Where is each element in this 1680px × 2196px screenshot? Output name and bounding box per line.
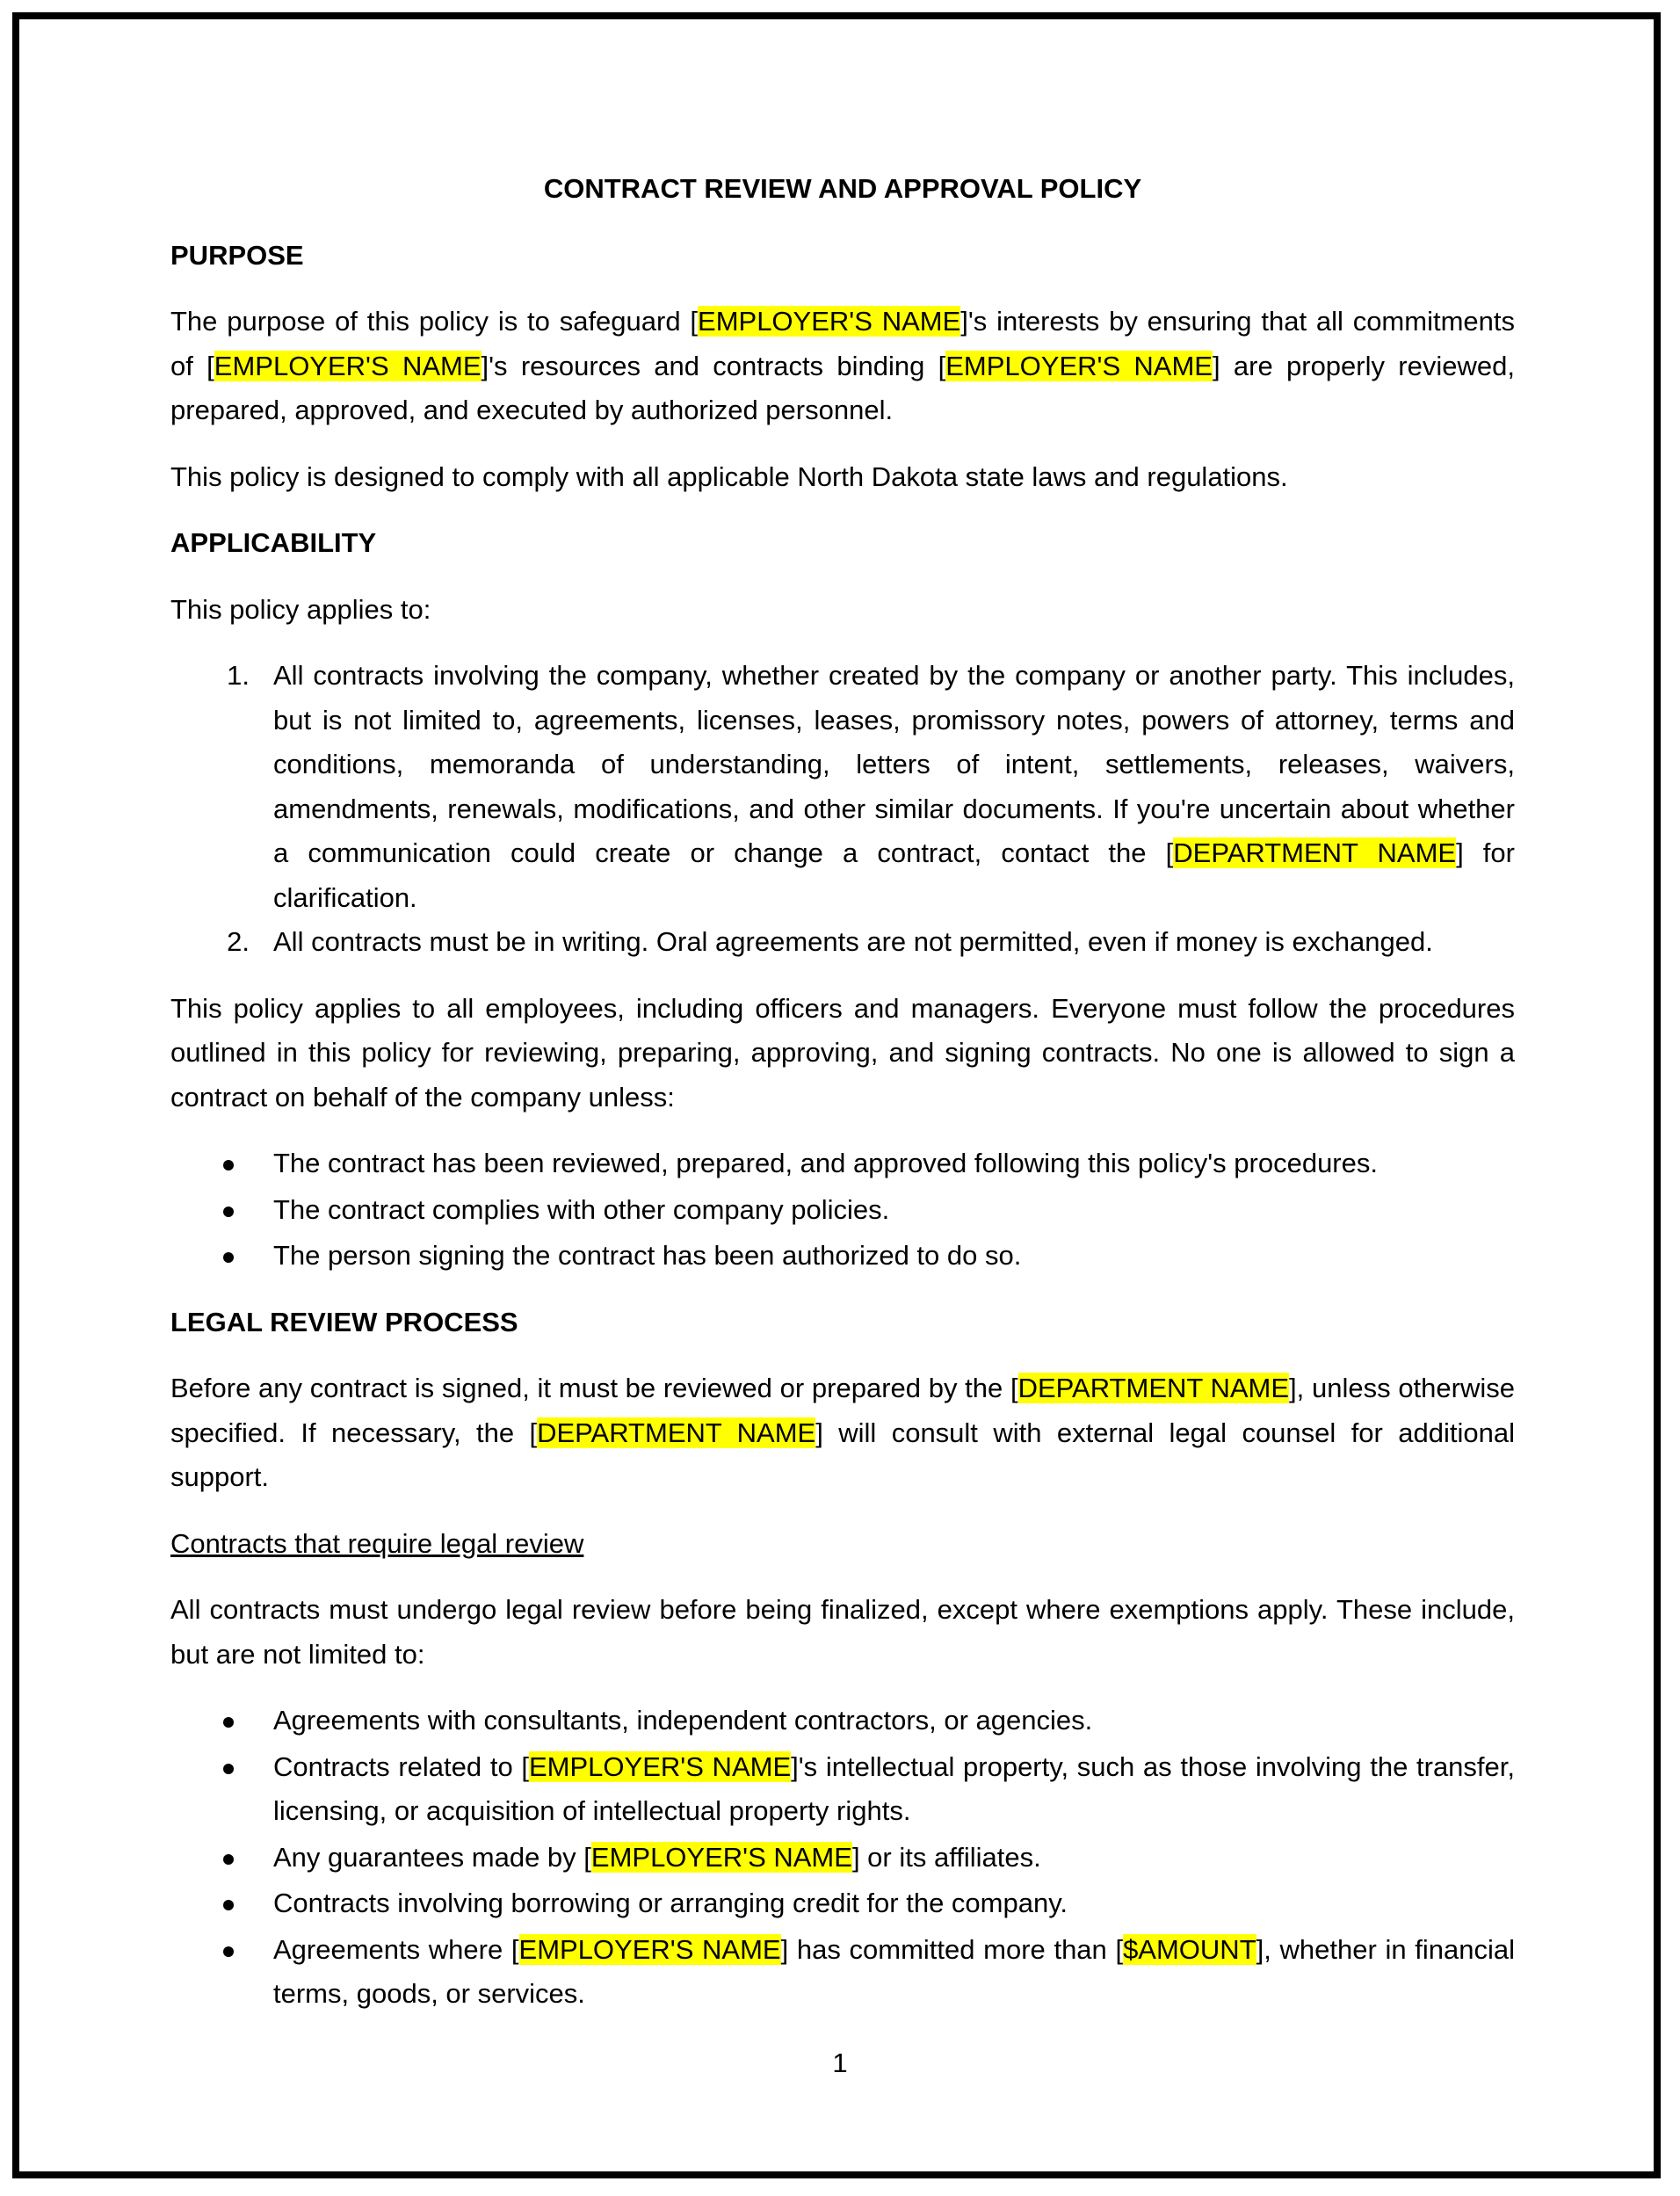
text-run: The contract complies with other company policies. [273,1193,890,1225]
placeholder-amount: $AMOUNT [1123,1933,1256,1965]
employees-paragraph: This policy applies to all employees, including officers and managers. Everyone must follow the procedures outlined in this policy for reviewing, preparing, approving, and signing contracts. No one is allowed to sign a contract on behalf of the company unless: [170,992,1515,1112]
list-item [170,1699,1515,1743]
text-run: The purpose of this policy is to safeguard [ [170,306,699,337]
list-item [170,1188,1515,1233]
placeholder-employer-name: EMPLOYER'S NAME [529,1750,792,1782]
bullet-icon [223,1854,234,1865]
text-run: Agreements where [ [273,1933,519,1965]
list-item [170,1141,1515,1186]
bullet-icon [223,1252,234,1263]
list-item [170,1836,1515,1881]
text-run: Agreements with consultants, independent contractors, or agencies. [273,1705,1093,1736]
text-run: The person signing the contract has been authorized to do so. [273,1240,1022,1271]
text-run: Contracts involving borrowing or arranging credit for the company. [273,1888,1068,1918]
legal-review-requirements: All contracts must undergo legal review before being finalized, except where exemptions apply. These include, but are not limited to: [170,1594,1515,1670]
applicability-intro: This policy applies to: [170,593,431,625]
placeholder-employer-name: EMPLOYER'S NAME [945,350,1213,381]
signing-conditions-list [170,1141,1515,1279]
text-run: ], unless otherwise specified. If necessary, the [ [170,1373,1515,1448]
bullet-icon [223,1900,234,1910]
text-run: Contracts related to [ [273,1750,529,1782]
text-run: ] for clarification. [273,837,1515,913]
document-title: CONTRACT REVIEW AND APPROVAL POLICY [543,173,1142,204]
list-item [170,654,1515,920]
page-number: 1 [832,2047,848,2078]
document-page [170,167,1515,2039]
bullet-icon [223,1946,234,1957]
applicability-heading: APPLICABILITY [170,527,377,558]
placeholder-employer-name: EMPLOYER'S NAME [590,1841,852,1873]
list-item [170,1745,1515,1834]
exemptions-list [170,1699,1515,2017]
text-run: ] or its affiliates. [851,1841,1041,1873]
bullet-icon [223,1160,234,1170]
text-run: ] are properly reviewed, prepared, approved, and executed by authorized personnel. [170,350,1515,425]
list-item [170,1928,1515,2017]
text-run: ]'s intellectual property, such as those involving the transfer, licensing, or acquisition of intellectual property rights. [273,1750,1515,1826]
text-run: All contracts involving the company, whether created by the company or another party. This includes, but is not limited to, agreements, licenses, leases, promissory notes, powers of attorney, terms and conditions, memoranda of understanding, letters of intent, settlements, releases, waivers, amendments, renewals, modifications, and other similar documents. If you're uncertain about whether a communication could create or change a contract, contact the [ [273,660,1515,868]
text-run: ]'s resources and contracts binding [ [481,350,946,381]
purpose-paragraph [170,300,1515,433]
placeholder-employer-name: EMPLOYER'S NAME [214,350,482,381]
legal-review-subheading: Contracts that require legal review [170,1527,584,1559]
text-run: ]'s interests by ensuring that all commitments of [ [170,306,1515,381]
text-run: ] will consult with external legal counsel for additional support. [170,1417,1515,1492]
bullet-icon [223,1207,234,1217]
text-run: ], whether in financial terms, goods, or services. [273,1933,1515,2009]
bullet-icon [223,1764,234,1774]
bullet-icon [223,1717,234,1728]
placeholder-employer-name: EMPLOYER'S NAME [518,1933,781,1965]
text-run: ] has committed more than [ [780,1933,1124,1965]
placeholder-department-name: DEPARTMENT NAME [1173,837,1457,868]
text-run: All contracts must be in writing. Oral agreements are not permitted, even if money is exchanged. [273,926,1433,957]
list-item [170,1881,1515,1926]
placeholder-department-name: DEPARTMENT NAME [1017,1373,1290,1403]
list-item [170,920,1515,965]
text-run: The contract has been reviewed, prepared, and approved following this policy's procedures. [273,1148,1378,1178]
list-number: 2. [227,926,250,957]
placeholder-department-name: DEPARTMENT NAME [537,1417,816,1448]
text-run: Before any contract is signed, it must be reviewed or prepared by the [ [170,1373,1018,1403]
purpose-heading: PURPOSE [170,239,304,271]
list-number: 1. [227,660,250,691]
placeholder-employer-name: EMPLOYER'S NAME [698,306,961,337]
list-item [170,1234,1515,1279]
legal-review-heading: LEGAL REVIEW PROCESS [170,1306,518,1337]
legal-review-paragraph [170,1366,1515,1500]
text-run: Any guarantees made by [ [273,1841,591,1873]
compliance-paragraph: This policy is designed to comply with all applicable North Dakota state laws and regulations. [170,460,1288,492]
applicability-numbered-list [170,654,1515,965]
